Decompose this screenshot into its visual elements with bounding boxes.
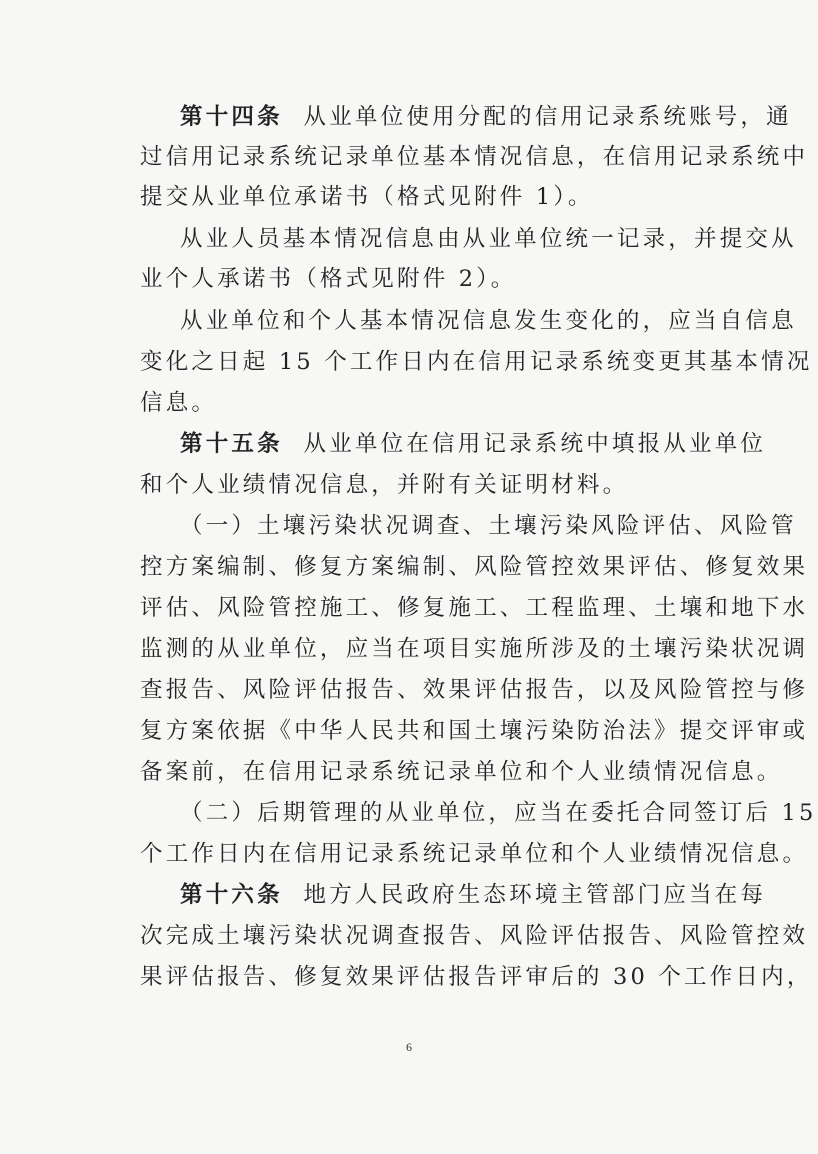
article-14-line-2: 过信用记录系统记录单位基本情况信息，在信用记录系统中 <box>140 144 809 170</box>
article-15-line-1: 第十五条 从业单位在信用记录系统中填报从业单位 <box>180 431 767 457</box>
article-16-line-2: 次完成土壤污染状况调查报告、风险评估报告、风险管控效 <box>140 923 809 949</box>
article-14-line-3: 提交从业单位承诺书（格式见附件 1）。 <box>140 184 594 210</box>
article-14-para2-line-1: 从业人员基本情况信息由从业单位统一记录，并提交从 <box>180 226 797 252</box>
article-15-item1-line-7: 备案前，在信用记录系统记录单位和个人业绩情况信息。 <box>140 759 783 785</box>
article-14-line-1: 第十四条 从业单位使用分配的信用记录系统账号，通 <box>180 104 792 130</box>
article-14-heading: 第十四条 <box>180 104 283 130</box>
page-number: 6 <box>406 1040 412 1054</box>
article-14-para3-line-3: 信息。 <box>140 390 218 416</box>
article-15-item1-line-1: （一）土壤污染状况调查、土壤污染风险评估、风险管 <box>180 513 797 539</box>
article-15-item2-line-2: 个工作日内在信用记录系统记录单位和个人业绩情况信息。 <box>140 841 809 867</box>
article-15-item2-line-1: （二）后期管理的从业单位，应当在委托合同签订后 15 <box>180 800 817 826</box>
article-15-item1-line-2: 控方案编制、修复方案编制、风险管控效果评估、修复效果 <box>140 554 809 580</box>
article-15-item1-line-3: 评估、风险管控施工、修复施工、工程监理、土壤和地下水 <box>140 595 809 621</box>
article-15-heading: 第十五条 <box>180 431 283 457</box>
article-14-para3-line-2: 变化之日起 15 个工作日内在信用记录系统变更其基本情况 <box>140 349 813 375</box>
article-15-item1-line-5: 查报告、风险评估报告、效果评估报告，以及风险管控与修 <box>140 677 809 703</box>
article-15-item1-line-4: 监测的从业单位，应当在项目实施所涉及的土壤污染状况调 <box>140 636 809 662</box>
article-16-heading: 第十六条 <box>180 882 283 908</box>
article-15-line-2: 和个人业绩情况信息，并附有关证明材料。 <box>140 472 629 498</box>
article-14-para3-line-1: 从业单位和个人基本情况信息发生变化的，应当自信息 <box>180 308 797 334</box>
article-15-item1-line-6: 复方案依据《中华人民共和国土壤污染防治法》提交评审或 <box>140 718 809 744</box>
article-16-line-1: 第十六条 地方人民政府生态环境主管部门应当在每 <box>180 882 767 908</box>
article-14-para2-line-2: 业个人承诺书（格式见附件 2）。 <box>140 266 517 292</box>
article-16-line-3: 果评估报告、修复效果评估报告评审后的 30 个工作日内， <box>140 964 813 990</box>
